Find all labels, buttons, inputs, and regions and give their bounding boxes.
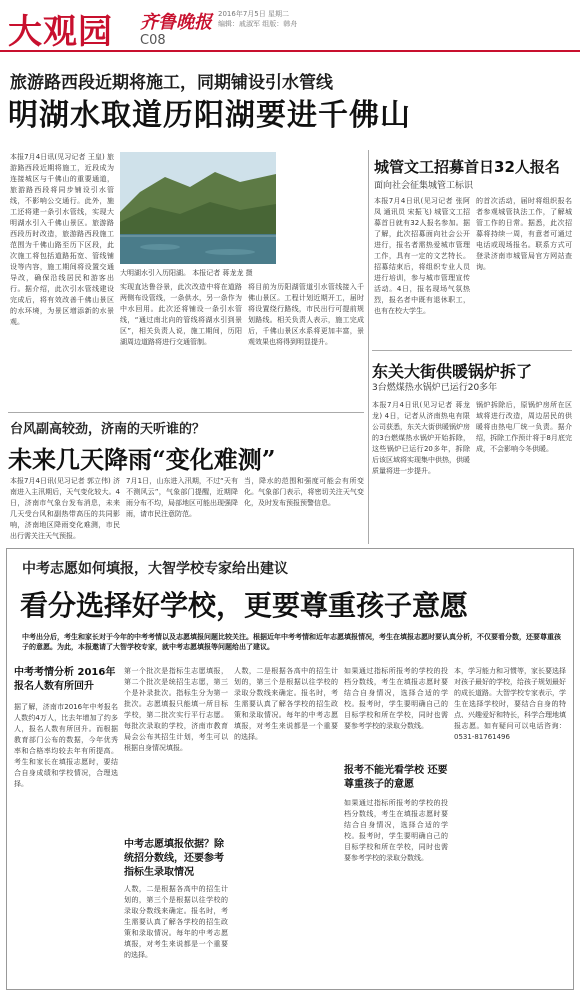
heating-article-col1: 本报7月4日讯(见习记者 蒋龙龙) 4日，记者从济南热电有限公司获悉，东关大街供暖锅炉房的3台燃煤热水锅炉开始拆除，这些锅炉已运行20多年，拆除后该区域将实现集中供热，供暖质量将进一步提升。	[372, 401, 470, 475]
water-article-subhead: 旅游路西段近期将施工，同期铺设引水管线	[10, 73, 333, 93]
education-col4-cont: 如果通过指标所报考的学校的投档分数线，考生在填报志愿时要结合自身情况，选择合适的学校。报考时，学生要明确自己的目标学校和所在学校，同时也需要参考学校的录取分数线。	[344, 799, 448, 862]
jobs-article-headline: 城管文工招募首日32人报名	[374, 158, 560, 176]
education-col2: 第一个批次是指标生志愿填报，第二个批次是统招生志愿，第三个是补录批次。指标生分为第一批次。志愿填报只能填一所目标学校，第二批次实行平行志愿。每批次录取的学校，济南市教育局会公布其招生计划，考生可以根据自身情况填报。	[124, 667, 228, 752]
education-col1-heading: 中考考情分析 2016年报名人数有所回升	[14, 667, 116, 692]
rain-article-col3: 当，降水的范围和强度可能会有所变化。气象部门表示，将密切关注天气变化，及时发布预报预警信息。	[244, 477, 364, 507]
water-article-col1: 本报7月4日讯(见习记者 王皇) 旅游路西段近期将施工，近段成为连接城区与千佛山的重要通道，旅游路西段将同步铺设引水管线，不影响公交通行。此外，施工还将建一条引水管线，实现大明湖水引入千佛山景区。旅游路西段历时改造，旅游路西段施工范围为千佛山路至历下区段，此次施工将包括道路拓宽、管线铺设等内容，施工期间将设置交通导改，确保沿线居民和游客出行。据介绍，此次引水管线建设完成后，将有效改善千佛山景区的水环境，为景区增添新的水景观。	[10, 153, 114, 326]
issue-date: 2016年7月5日 星期二	[218, 10, 289, 18]
education-headline: 看分选择好学校，更要尊重孩子意愿	[20, 589, 469, 622]
rain-article-col1: 本报7月4日讯(见习记者 郭立伟) 济南进入主汛期后，天气变化较大。4日，济南市气象台发布消息，未来几天受台风和副热带高压的共同影响，济南地区降雨变化难测，市民出行需关注天气预报。	[10, 477, 120, 540]
jobs-article-col2: 的首次活动，届时将组织报名者参观城管执法工作，了解城管工作的日常。据悉，此次招募将持续一周，有意者可通过电话或现场报名。联系方式可登录济南市城管局官方网站查询。	[476, 197, 572, 271]
column-divider	[368, 150, 369, 544]
heating-article-headline: 东关大街供暖锅炉拆了	[372, 362, 533, 381]
photo-caption: 大明湖水引入历阳湖。 本报记者 蒋龙龙 摄	[120, 269, 253, 277]
water-article-col3: 将目前为历阳湖管道引水管线接入千佛山景区。工程计划近期开工，届时将设置绕行路线，市民出行可提前规划路线。相关负责人表示，施工完成后，千佛山景区水系将更加丰富，景观效果也将得到明显提升。	[248, 283, 364, 346]
education-col2-heading: 中考志愿填报依据？除统招分数线，还要参考指标生录取情况	[124, 839, 224, 878]
lake-photo	[120, 152, 276, 264]
section-name: 大观园	[8, 12, 113, 52]
masthead	[0, 0, 580, 52]
education-col4: 如果通过指标所报考的学校的投档分数线，考生在填报志愿时要结合自身情况，选择合适的学校。报考时，学生要明确自己的目标学校和所在学校，同时也需要参考学校的录取分数线。	[344, 667, 448, 730]
rain-article-headline: 未来几天降雨“变化难测”	[8, 445, 276, 474]
education-col2-cont: 人数，二是根据各高中的招生计划的，第三个是根据以往学校的录取分数线来确定。报名时，考生需要认真了解各学校的招生政策和录取情况。每年的中考志愿填报，对考生来说都是一个重要的选择。	[124, 885, 228, 959]
heating-article-subhead: 3台燃煤热水锅炉已运行20多年	[372, 383, 498, 393]
rain-article-kicker: 台风副高较劲，济南的天听谁的？	[10, 422, 206, 437]
jobs-article-col1: 本报7月4日讯(见习记者 张阿凤 通讯员 宋振飞) 城管文工招募首日就有32人报名参加。据了解，此次招募面向社会公开进行，报名者需热爱城市管理工作，具有一定的文艺特长。招募结束后，将组织专业人员进行培训，参与城市管理宣传活动。4日，报名现场气氛热烈，报名者中既有退休职工，也有在校大学生。	[374, 197, 470, 315]
rain-article-col2: 7月1日，山东进入汛期，不过“天有不测风云”，气象部门提醒，近期降雨分布不均，局部地区可能出现强降雨，请市民注意防范。	[126, 477, 238, 518]
section-divider	[8, 412, 364, 413]
paper-logo: 齐鲁晚报	[140, 12, 212, 33]
water-article-col2: 实现直达鲁谷景，此次改造中将在道路两侧布设管线，一条供水，另一条作为中水回用。此次还将铺设一条引水管线，“通过南北向的管线将湖水引到景区”，相关负责人说，施工期间，历阳湖周边道路将进行交通管制。	[120, 283, 242, 346]
water-article-headline: 明湖水取道历阳湖要进千佛山	[8, 98, 411, 133]
education-col5: 本，学习能力和习惯等，家长要选择对孩子最好的学校，给孩子规划最好的成长道路。大智学校专家表示，学生在选择学校时，要结合自身的特点、兴趣爱好和特长，科学合理地填报志愿。如有疑问可以电话咨询：0531-81761496	[454, 667, 566, 741]
education-kicker: 中考志愿如何填报，大智学校专家给出建议	[22, 561, 288, 577]
education-col4-heading: 报考不能光看学校 还要尊重孩子的意愿	[344, 765, 448, 790]
section-divider	[372, 350, 572, 351]
issue-editor: 编辑：戚淑军 组版：韩舟	[218, 20, 298, 28]
page-number: C08	[140, 33, 166, 48]
education-lead: 中考出分后，考生和家长对于今年的中考考情以及志愿填报问题比较关注。根据近年中考考情和近年志愿填报情况，考生在填报志愿时要认真分析，不仅要看分数，还要尊重孩子的意愿。为此，本报邀请了大智学校专家，就中考志愿填报等问题给出了建议。	[22, 633, 561, 651]
jobs-article-subhead: 面向社会征集城管工标识	[374, 181, 474, 191]
education-col3: 人数，二是根据各高中的招生计划的，第三个是根据以往学校的录取分数线来确定。报名时，考生需要认真了解各学校的招生政策和录取情况。每年的中考志愿填报，对考生来说都是一个重要的选择。	[234, 667, 338, 741]
heating-article-col2: 锅炉拆除后，原锅炉房所在区域将进行改造，周边居民的供暖将由热电厂统一负责。据介绍，拆除工作预计将于8月底完成，不会影响今冬供暖。	[476, 401, 572, 453]
education-col1: 据了解，济南市2016年中考报名人数约4万人，比去年增加了约多人，报名人数有所回升。而根据教育部门公布的数据，今年优秀率和合格率均较去年有所提高。考生和家长在填报志愿时，要结合自身成绩和学校情况，合理选择。	[14, 703, 118, 788]
issue-info	[218, 9, 297, 29]
